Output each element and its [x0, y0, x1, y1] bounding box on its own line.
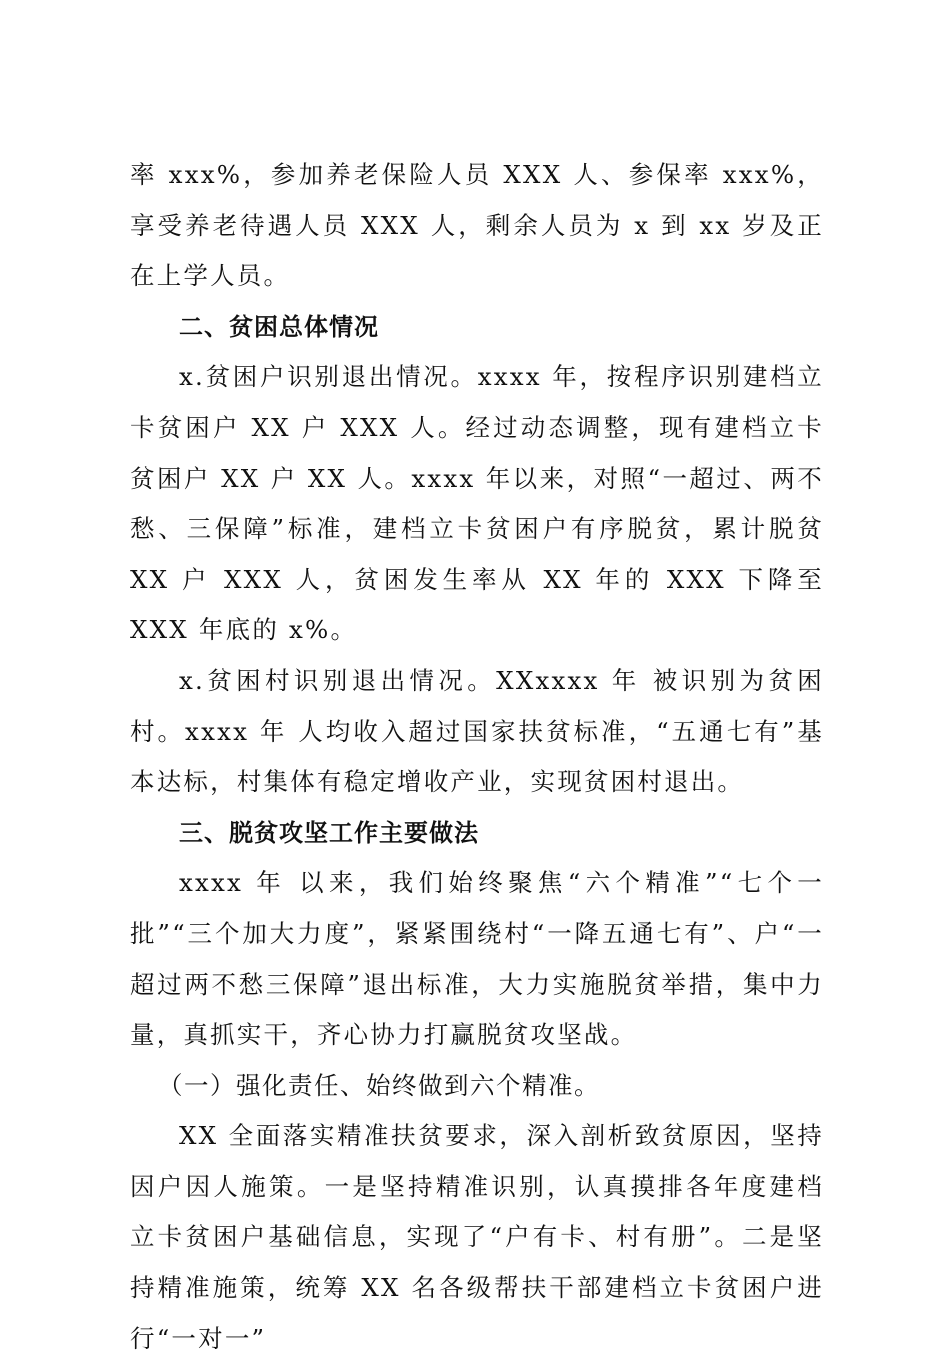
section-heading-poverty-overview: 二、贫困总体情况	[179, 312, 379, 341]
paragraph-household-exit: x.贫困户识别退出情况。xxxx 年，按程序识别建档立卡贫困户 XX 户 XXX 人。经过动态调整，现有建档立卡贫困户 XX 户 XX 人。xxxx 年以来，对照“一超过、两不愁、三保障”标准，建档立卡贫困户有序脱贫，累计脱贫 XX 户 XXX 人，贫困发生率从 XX 年的 XXX 下降至 XXX 年底的 x%。	[130, 362, 824, 645]
section-heading-main-measures: 三、脱贫攻坚工作主要做法	[179, 818, 479, 847]
paragraph-village-exit: x.贫困村识别退出情况。XXxxxx 年 被识别为贫困村。xxxx 年 人均收入超过国家扶贫标准，“五通七有”基本达标，村集体有稳定增收产业，实现贫困村退出。	[130, 665, 824, 797]
paragraph-measures-intro: xxxx 年 以来，我们始终聚焦“六个精准”“七个一批”“三个加大力度”，紧紧围绕村“一降五通七有”、户“一超过两不愁三保障”退出标准，大力实施脱贫举措，集中力量，真抓实干，齐心协力打赢脱贫攻坚战。	[130, 868, 824, 1050]
document-page	[130, 150, 824, 1364]
subsection-heading-responsibility: （一）强化责任、始终做到六个精准。	[158, 1070, 600, 1100]
paragraph-precision-poverty: XX 全面落实精准扶贫要求，深入剖析致贫原因，坚持因户因人施策。一是坚持精准识别，认真摸排各年度建档立卡贫困户基础信息，实现了“户有卡、村有册”。二是坚持精准施策，统筹 XX 名各级帮扶干部建档立卡贫困户进行“一对一”	[130, 1121, 824, 1353]
paragraph-pension-summary: 率 xxx%，参加养老保险人员 XXX 人、参保率 xxx%，享受养老待遇人员 XXX 人，剩余人员为 x 到 xx 岁及正在上学人员。	[130, 160, 824, 291]
